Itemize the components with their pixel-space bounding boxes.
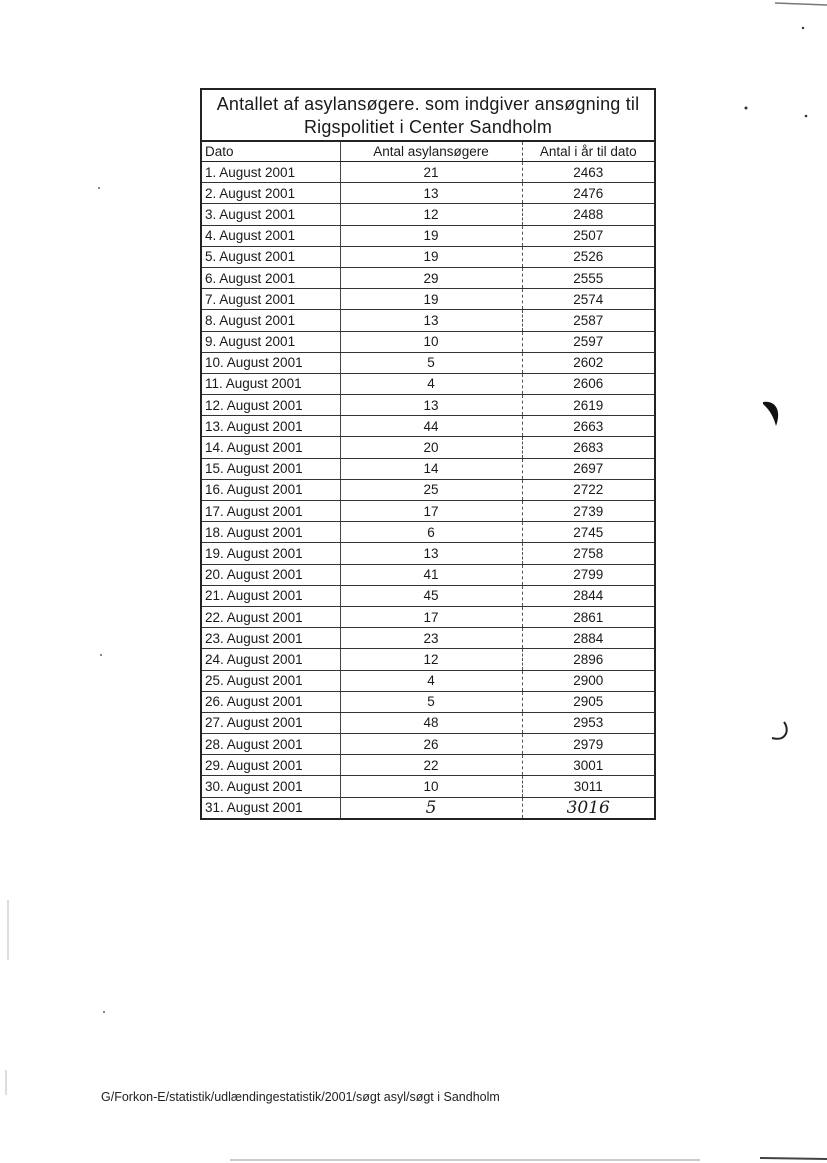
statistics-table-frame [200, 88, 656, 820]
total-cell: 2606 [522, 373, 654, 394]
count-cell: 13 [340, 310, 522, 331]
date-cell: 8. August 2001 [202, 310, 340, 331]
date-cell: 19. August 2001 [202, 543, 340, 564]
count-cell: 13 [340, 183, 522, 204]
table-row [202, 458, 654, 479]
date-cell: 14. August 2001 [202, 437, 340, 458]
total-cell: 2526 [522, 246, 654, 267]
count-cell: 5 [340, 691, 522, 712]
table-row [202, 628, 654, 649]
table-row [202, 395, 654, 416]
date-cell: 10. August 2001 [202, 352, 340, 373]
table-row [202, 246, 654, 267]
file-path-footer: G/Forkon-E/statistik/udlændingestatistik/2001/søgt asyl/søgt i Sandholm [101, 1090, 500, 1104]
total-cell: 2745 [522, 522, 654, 543]
count-cell: 10 [340, 331, 522, 352]
date-cell: 16. August 2001 [202, 479, 340, 500]
total-cell: 2619 [522, 395, 654, 416]
date-cell: 1. August 2001 [202, 162, 340, 183]
count-cell: 22 [340, 755, 522, 776]
count-cell: 45 [340, 585, 522, 606]
total-cell: 2555 [522, 267, 654, 288]
count-cell: 25 [340, 479, 522, 500]
table-row [202, 267, 654, 288]
table-row [202, 501, 654, 522]
table-row [202, 564, 654, 585]
count-cell: 41 [340, 564, 522, 585]
date-cell: 21. August 2001 [202, 585, 340, 606]
total-cell: 2597 [522, 331, 654, 352]
table-row [202, 522, 654, 543]
table-row [202, 373, 654, 394]
count-cell: 21 [340, 162, 522, 183]
date-cell: 30. August 2001 [202, 776, 340, 797]
count-cell: 48 [340, 712, 522, 733]
date-cell: 26. August 2001 [202, 691, 340, 712]
count-cell: 4 [340, 670, 522, 691]
date-cell: 13. August 2001 [202, 416, 340, 437]
count-cell: 13 [340, 543, 522, 564]
total-cell: 2507 [522, 225, 654, 246]
table-row [202, 289, 654, 310]
count-cell: 14 [340, 458, 522, 479]
total-cell: 2463 [522, 162, 654, 183]
date-cell: 4. August 2001 [202, 225, 340, 246]
date-cell: 9. August 2001 [202, 331, 340, 352]
total-cell: 2799 [522, 564, 654, 585]
scan-speck [745, 107, 748, 110]
date-cell: 18. August 2001 [202, 522, 340, 543]
date-cell: 7. August 2001 [202, 289, 340, 310]
count-cell: 19 [340, 225, 522, 246]
count-cell: 26 [340, 734, 522, 755]
total-cell: 2896 [522, 649, 654, 670]
table-row [202, 204, 654, 225]
scan-mark-right [763, 402, 778, 426]
scan-speck [805, 115, 808, 118]
table-body [202, 162, 654, 818]
table-row [202, 437, 654, 458]
total-cell: 3011 [522, 776, 654, 797]
table-row [202, 670, 654, 691]
total-cell: 2587 [522, 310, 654, 331]
total-cell: 2844 [522, 585, 654, 606]
total-cell: 2979 [522, 734, 654, 755]
table-row [202, 162, 654, 183]
count-cell: 19 [340, 246, 522, 267]
count-cell: 44 [340, 416, 522, 437]
date-cell: 23. August 2001 [202, 628, 340, 649]
table-row [202, 543, 654, 564]
date-cell: 2. August 2001 [202, 183, 340, 204]
table-row [202, 416, 654, 437]
table-row [202, 649, 654, 670]
total-cell: 2574 [522, 289, 654, 310]
scan-mark-lower-right [772, 722, 787, 739]
date-cell: 15. August 2001 [202, 458, 340, 479]
table-row [202, 352, 654, 373]
count-cell: 6 [340, 522, 522, 543]
table-row [202, 606, 654, 627]
table-row [202, 776, 654, 797]
title-line-2: Rigspolitiet i Center Sandholm [303, 117, 553, 137]
date-cell: 29. August 2001 [202, 755, 340, 776]
count-cell: 17 [340, 606, 522, 627]
count-cell: 4 [340, 373, 522, 394]
scan-line-top-right [775, 3, 827, 5]
date-cell: 27. August 2001 [202, 712, 340, 733]
date-cell: 12. August 2001 [202, 395, 340, 416]
total-cell: 2476 [522, 183, 654, 204]
date-cell: 28. August 2001 [202, 734, 340, 755]
table-header-row [202, 142, 654, 162]
column-header-date: Dato [202, 142, 340, 162]
total-cell: 2905 [522, 691, 654, 712]
date-cell: 31. August 2001 [202, 797, 340, 818]
date-cell: 17. August 2001 [202, 501, 340, 522]
table-row [202, 479, 654, 500]
table-title [202, 90, 654, 142]
date-cell: 6. August 2001 [202, 267, 340, 288]
table-row [202, 734, 654, 755]
table-row [202, 585, 654, 606]
date-cell: 11. August 2001 [202, 373, 340, 394]
total-cell: 2953 [522, 712, 654, 733]
total-cell: 2697 [522, 458, 654, 479]
table-row [202, 331, 654, 352]
total-cell: 2722 [522, 479, 654, 500]
total-cell: 2758 [522, 543, 654, 564]
scan-speck [103, 1011, 105, 1013]
count-cell: 23 [340, 628, 522, 649]
scan-speck [802, 27, 804, 29]
total-cell: 2900 [522, 670, 654, 691]
total-cell: 3016 [566, 797, 610, 818]
total-cell: 2663 [522, 416, 654, 437]
count-cell: 12 [340, 649, 522, 670]
table-row [202, 797, 654, 818]
date-cell: 25. August 2001 [202, 670, 340, 691]
date-cell: 22. August 2001 [202, 606, 340, 627]
count-cell: 10 [340, 776, 522, 797]
column-header-count: Antal asylansøgere [340, 142, 522, 162]
date-cell: 3. August 2001 [202, 204, 340, 225]
count-cell: 5 [340, 352, 522, 373]
total-cell: 2602 [522, 352, 654, 373]
date-cell: 24. August 2001 [202, 649, 340, 670]
scan-speck [100, 654, 102, 656]
table-row [202, 755, 654, 776]
total-cell: 2884 [522, 628, 654, 649]
count-cell: 12 [340, 204, 522, 225]
count-cell: 29 [340, 267, 522, 288]
title-line-1: Antallet af asylansøgere. som indgiver ansøgning til [216, 94, 640, 114]
total-cell: 2683 [522, 437, 654, 458]
count-cell: 19 [340, 289, 522, 310]
table-row [202, 225, 654, 246]
scan-line-bottom-right [760, 1158, 827, 1159]
total-cell: 2861 [522, 606, 654, 627]
table-row [202, 691, 654, 712]
total-cell: 2739 [522, 501, 654, 522]
table-row [202, 183, 654, 204]
count-cell: 5 [340, 797, 522, 818]
column-header-total: Antal i år til dato [522, 142, 654, 162]
scan-speck [98, 187, 100, 189]
date-cell: 20. August 2001 [202, 564, 340, 585]
count-cell: 20 [340, 437, 522, 458]
table-row [202, 712, 654, 733]
date-cell: 5. August 2001 [202, 246, 340, 267]
count-cell: 17 [340, 501, 522, 522]
count-cell: 13 [340, 395, 522, 416]
total-cell: 3001 [522, 755, 654, 776]
asylum-applications-table [202, 142, 654, 818]
table-row [202, 310, 654, 331]
total-cell: 2488 [522, 204, 654, 225]
